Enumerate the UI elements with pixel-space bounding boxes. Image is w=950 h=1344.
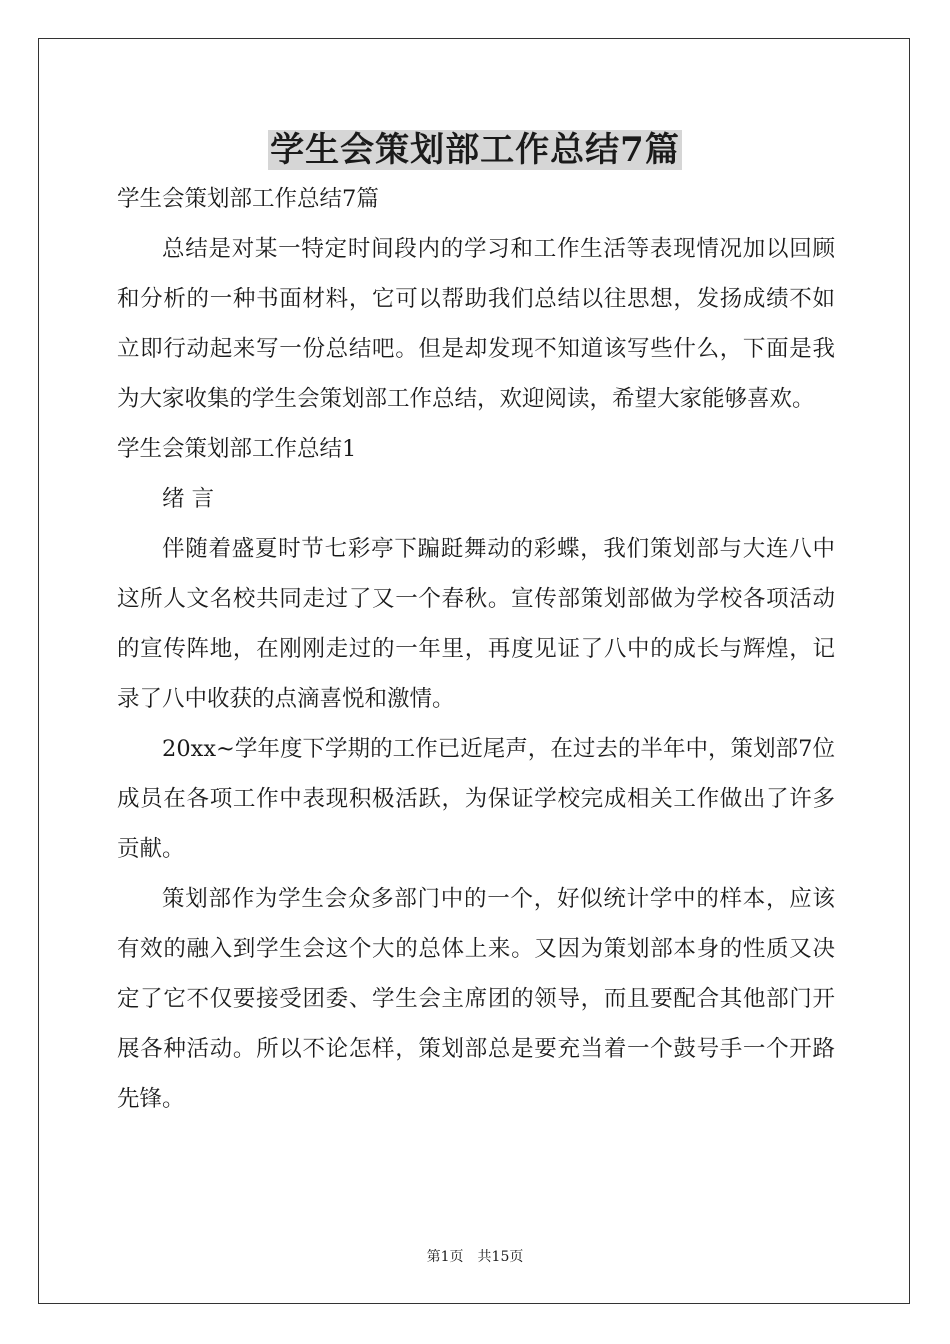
body-paragraph: 伴随着盛夏时节七彩亭下蹁跹舞动的彩蝶，我们策划部与大连八中这所人文名校共同走过了又一个春秋。宣传部策划部做为学校各项活动的宣传阵地，在刚刚走过的一年里，再度见证了八中的成长与辉煌，记录了八中收获的点滴喜悦和激情。 <box>117 536 835 712</box>
intro-paragraph: 总结是对某一特定时间段内的学习和工作生活等表现情况加以回顾和分析的一种书面材料，它可以帮助我们总结以往思想，发扬成绩不如立即行动起来写一份总结吧。但是却发现不知道该写些什么，下面是我为大家收集的学生会策划部工作总结，欢迎阅读，希望大家能够喜欢。 <box>117 236 835 412</box>
page-number: 第1页 <box>426 1249 464 1265</box>
body-paragraph: 策划部作为学生会众多部门中的一个，好似统计学中的样本，应该有效的融入到学生会这个大的总体上来。又因为策划部本身的性质又决定了它不仅要接受团委、学生会主席团的领导，而且要配合其他部门开展各种活动。所以不论怎样，策划部总是要充当着一个鼓号手一个开路先锋。 <box>117 886 835 1112</box>
preface-heading: 绪 言 <box>162 486 215 512</box>
body-paragraph: 20xx~学年度下学期的工作已近尾声，在过去的半年中，策划部7位成员在各项工作中表现积极活跃，为保证学校完成相关工作做出了许多贡献。 <box>117 736 835 862</box>
document-title: 学生会策划部工作总结7篇 <box>270 130 680 170</box>
page-total: 共15页 <box>477 1249 524 1265</box>
page-footer <box>0 1247 950 1267</box>
document-body <box>117 174 835 1124</box>
section-heading: 学生会策划部工作总结1 <box>117 436 357 462</box>
subtitle-line: 学生会策划部工作总结7篇 <box>117 186 379 212</box>
